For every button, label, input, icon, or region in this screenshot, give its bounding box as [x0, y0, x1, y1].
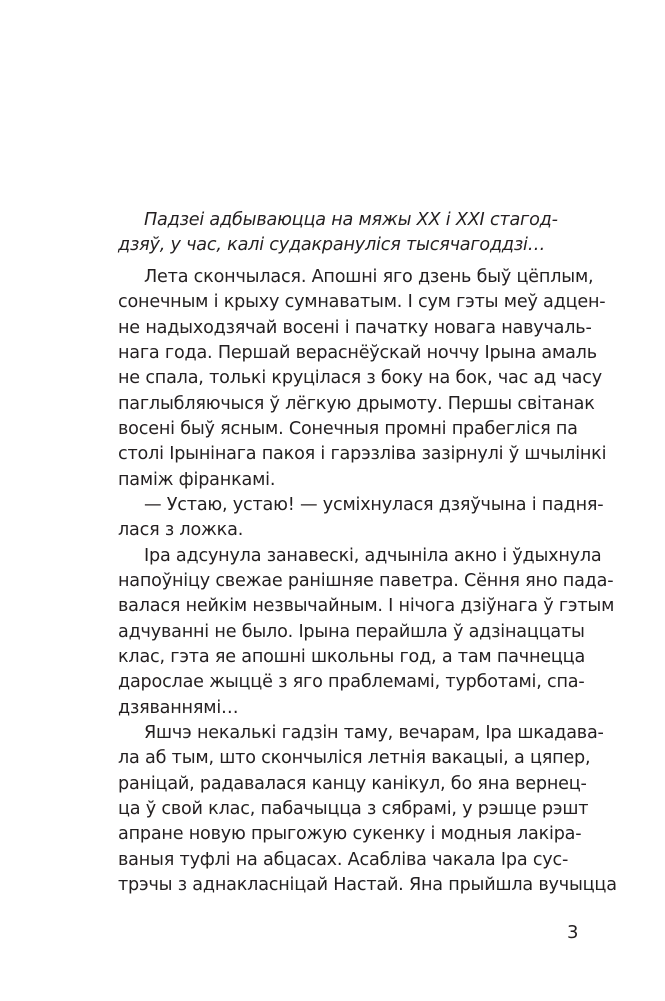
- epigraph: [118, 208, 558, 259]
- body-line: — Устаю, устаю! — усміхнулася дзяўчына і падня-: [144, 494, 604, 515]
- epigraph-line: дзяў, у час, калі судакрануліся тысячагоддзі…: [118, 235, 546, 256]
- body-line: дзяваннямі…: [118, 697, 239, 718]
- body-line: адчуванні не было. Ірына перайшла ў адзінаццаты: [118, 621, 585, 642]
- body-line: Яшчэ некалькі гадзін таму, вечарам, Іра шкадава-: [144, 722, 604, 743]
- body-line: лася з ложка.: [118, 520, 244, 541]
- page-number: 3: [567, 922, 579, 943]
- body-line: дарослае жыццё з яго праблемамі, турботамі, спа-: [118, 672, 585, 693]
- body-line: Іра адсунула занавескі, адчыніла акно і ўдыхнула: [144, 545, 602, 566]
- body-text: [118, 265, 617, 898]
- body-line: ца ў свой клас, пабачыцца з сябрамі, у рэшце рэшт: [118, 798, 589, 819]
- body-line: сонечным і крыху сумнаватым. І сум гэты меў адцен-: [118, 292, 606, 313]
- body-line: трэчы з аднакласніцай Настай. Яна прыйшла вучыцца: [118, 874, 617, 895]
- body-line: напоўніцу свежае ранішняе паветра. Сёння яно пада-: [118, 570, 614, 591]
- body-line: восені быў ясным. Сонечныя промні прабегліся па: [118, 418, 578, 439]
- body-line: валася нейкім незвычайным. І нічога дзіўнага ў гэтым: [118, 596, 615, 617]
- body-line: столі Ірынінага пакоя і гарэзліва зазірнулі ў шчылінкі: [118, 444, 607, 465]
- epigraph-line: Падзеі адбываюцца на мяжы XX і XXI стагод-: [144, 210, 558, 230]
- body-line: раніцай, радавалася канцу канікул, бо яна вернец-: [118, 773, 587, 794]
- body-line: клас, гэта яе апошні школьны год, а там пачнецца: [118, 646, 586, 667]
- body-line: Лета скончылася. Апошні яго дзень быў цёплым,: [144, 267, 594, 287]
- body-line: нага года. Першай вераснёўскай ноччу Ірына амаль: [118, 342, 597, 363]
- body-line: паміж фіранкамі.: [118, 469, 276, 490]
- body-line: не спала, толькі круцілася з боку на бок, час ад часу: [118, 368, 602, 389]
- body-line: не надыходзячай восені і пачатку новага навучаль-: [118, 317, 592, 338]
- body-line: ваныя туфлі на абцасах. Асабліва чакала Іра сус-: [118, 849, 569, 870]
- body-line: апране новую прыгожую сукенку і модныя лакіра-: [118, 824, 582, 845]
- body-line: ла аб тым, што скончыліся летнія вакацыі, а цяпер,: [118, 748, 591, 769]
- body-line: паглыбляючыся ў лёгкую дрымоту. Першы світанак: [118, 393, 595, 414]
